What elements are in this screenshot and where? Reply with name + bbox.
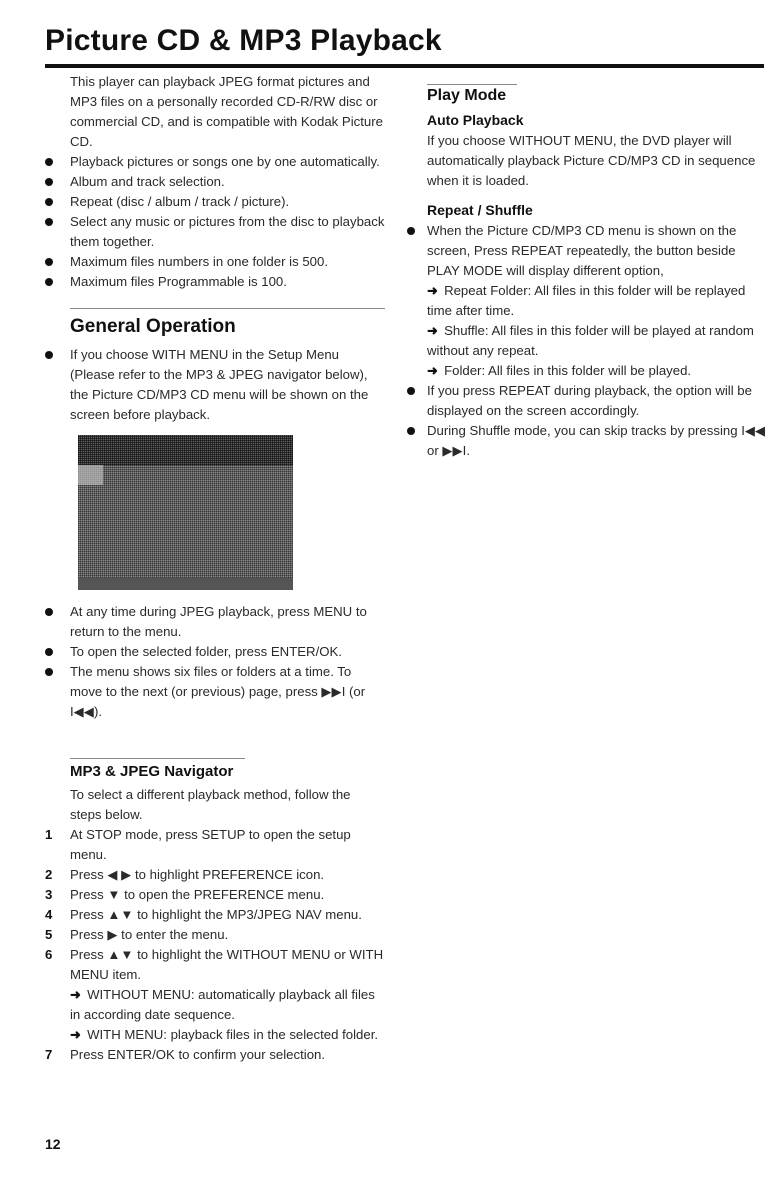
step-result: ➜ WITH MENU: playback files in the selected folder. [45,1025,385,1045]
general-bullet: At any time during JPEG playback, press MENU to return to the menu. [45,602,385,642]
step-item: 3 Press ▼ to open the PREFERENCE menu. [45,887,325,902]
repeat-shuffle-heading: Repeat / Shuffle [427,202,533,218]
repeat-bullets [407,221,767,281]
arrow-icon: ➜ [427,323,439,338]
feature-item: Playback pictures or songs one by one automatically. [45,152,385,172]
auto-playback-heading: Auto Playback [427,112,524,128]
play-mode-heading: Play Mode [427,87,507,104]
general-operation-heading: General Operation [70,316,236,337]
feature-item: Maximum files Programmable is 100. [45,272,385,292]
step-result: ➜ WITHOUT MENU: automatically playback all files in according date sequence. [70,987,375,1022]
step-item: 6 Press ▲▼ to highlight the WITHOUT MENU or WITH MENU item. [45,947,384,982]
left-column [45,72,385,1065]
repeat-option: ➜ Folder: All files in this folder will be played. [427,361,767,381]
feature-item: Album and track selection. [45,172,385,192]
page-number: 12 [45,1136,61,1152]
step-item: 4 Press ▲▼ to highlight the MP3/JPEG NAV menu. [45,907,362,922]
section-rule [70,308,385,309]
feature-item: Select any music or pictures from the disc to playback them together. [45,212,385,252]
screenshot-footer [78,578,293,590]
arrow-icon: ➜ [70,1027,82,1042]
step-item: 1 At STOP mode, press SETUP to open the setup menu. [45,827,351,862]
general-bullets-2 [45,602,385,722]
feature-item: Repeat (disc / album / track / picture). [45,192,385,212]
auto-playback-text: If you choose WITHOUT MENU, the DVD player will automatically playback Picture CD/MP3 CD in sequence when it is loaded. [427,133,756,188]
step-item: 5 Press ▶ to enter the menu. [45,927,229,942]
section-rule [70,758,245,759]
repeat-option: ➜ Repeat Folder: All files in this folder will be replayed time after time. [427,283,746,318]
step-item: 2 Press ◀ ▶ to highlight PREFERENCE icon. [45,867,325,882]
repeat-options [407,281,767,381]
general-bullet: To open the selected folder, press ENTER/OK. [45,642,385,662]
right-column [407,72,767,461]
step-item: 7 Press ENTER/OK to confirm your selection. [45,1047,326,1062]
repeat-bullet: During Shuffle mode, you can skip tracks by pressing I◀◀ or ▶▶I. [407,421,767,461]
feature-list [45,152,385,292]
feature-item: Maximum files numbers in one folder is 500. [45,252,385,272]
menu-screenshot-image [78,435,293,590]
general-bullets [45,345,385,425]
arrow-icon: ➜ [427,363,439,378]
navigator-intro: To select a different playback method, follow the steps below. [70,787,351,822]
repeat-bullet: When the Picture CD/MP3 CD menu is shown on the screen, Press REPEAT repeatedly, the button beside PLAY MODE will display different option, [407,221,767,281]
repeat-bullets-2 [407,381,767,461]
navigator-steps [45,825,385,1065]
repeat-bullet: If you press REPEAT during playback, the option will be displayed on the screen accordingly. [407,381,767,421]
arrow-icon: ➜ [70,987,82,1002]
page-title: Picture CD & MP3 Playback [45,24,442,57]
general-bullet: If you choose WITH MENU in the Setup Menu (Please refer to the MP3 & JPEG navigator below), the Picture CD/MP3 CD menu will be shown on the screen before playback. [45,345,385,425]
general-bullet: The menu shows six files or folders at a time. To move to the next (or previous) page, press ▶▶I (or I◀◀). [45,662,385,722]
title-rule [45,64,764,68]
arrow-icon: ➜ [427,283,439,298]
screenshot-header [78,435,293,465]
repeat-option: ➜ Shuffle: All files in this folder will be played at random without any repeat. [427,323,754,358]
navigator-heading: MP3 & JPEG Navigator [70,763,234,780]
screenshot-highlight [78,465,103,485]
intro-text: This player can playback JPEG format pictures and MP3 files on a personally recorded CD-R/RW disc or commercial CD, and is compatible with Kodak Picture CD. [70,74,383,149]
